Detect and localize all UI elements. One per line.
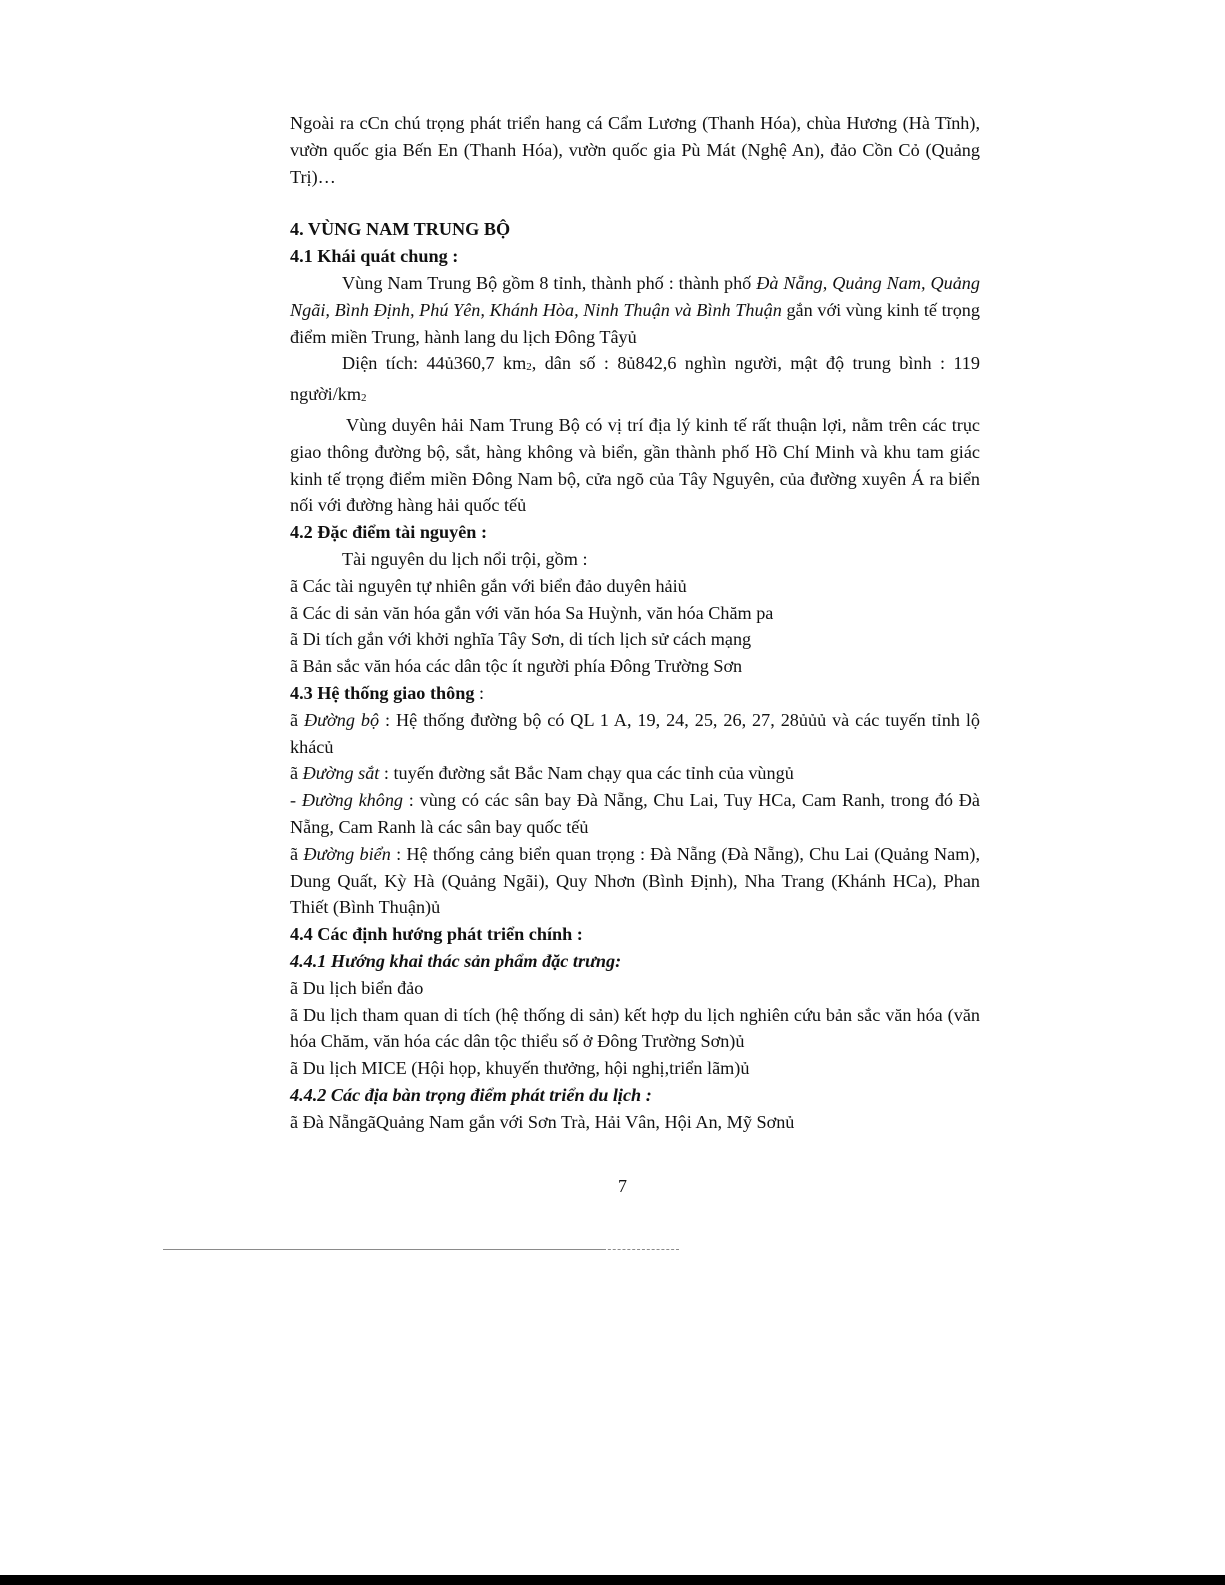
paragraph-area: Diện tích: 44ủ360,7 $km_2$, dân số : 8ủ842,6 nghìn người, mật độ trung bình : 119 người/$km_2$ (290, 353, 980, 405)
list-item: ã Du lịch biển đảo (290, 977, 424, 998)
list-item: ã Du lịch MICE (Hội họp, khuyến thưởng, hội nghị,triển lãm)ủ (290, 1058, 750, 1079)
list-item: ã Du lịch tham quan di tích (hệ thống di sản) kết hợp du lịch nghiên cứu bản sắc văn hóa (văn hóa Chăm, văn hóa các dân tộc thiểu số ở Đông Trường Sơn)ủ (290, 1004, 980, 1052)
heading-4-4-1: 4.4.1 Hướng khai thác sản phẩm đặc trưng: (290, 950, 622, 971)
list-item: ã Các tài nguyên tự nhiên gắn với biển đảo duyên hảiủ (290, 575, 687, 596)
list-item: ã Đà NẵngãQuảng Nam gắn với Sơn Trà, Hải Vân, Hội An, Mỹ Sơnủ (290, 1111, 795, 1132)
list-item: ã Bản sắc văn hóa các dân tộc ít người phía Đông Trường Sơn (290, 656, 743, 677)
bottom-edge (0, 1575, 1225, 1585)
page-number: 7 (618, 1176, 627, 1196)
list-item: ã Di tích gắn với khởi nghĩa Tây Sơn, di tích lịch sử cách mạng (290, 629, 752, 650)
heading-4-4: 4.4 Các định hướng phát triển chính : (290, 924, 583, 945)
heading-4-1: 4.1 Khái quát chung : (290, 246, 459, 267)
paragraph-location: Vùng duyên hải Nam Trung Bộ có vị trí địa lý kinh tế rất thuận lợi, nằm trên các trục giao thông đường bộ, sắt, hàng không và biển, gần thành phố Hồ Chí Minh và khu tam giác kinh tế trọng điểm miền Đông Nam bộ, cửa ngõ của Tây Nguyên, của đường xuyên Á ra biển nối với đường hàng hải quốc tếủ (290, 414, 980, 516)
heading-4-2: 4.2 Đặc điểm tài nguyên : (290, 522, 488, 543)
section-title: 4. VÙNG NAM TRUNG BỘ (290, 219, 511, 240)
sea-item: ã Đường biển : Hệ thống cảng biển quan trọng : Đà Nẵng (Đà Nẵng), Chu Lai (Quảng Nam), Dung Quất, Kỳ Hà (Quảng Ngãi), Quy Nhơn (Bình Định), Nha Trang (Khánh HCa), Phan Thiết (Bình Thuận)ủ (290, 843, 980, 918)
rail-item: ã Đường sắt : tuyến đường sắt Bắc Nam chạy qua các tỉnh của vùngủ (290, 763, 794, 784)
intro-paragraph: Ngoài ra cCn chú trọng phát triển hang cá Cẩm Lương (Thanh Hóa), chùa Hương (Hà Tĩnh), vườn quốc gia Bến En (Thanh Hóa), vườn quốc gia Pù Mát (Nghệ An), đảo Cồn Cỏ (Quảng Trị)… (290, 113, 980, 187)
paragraph-provinces: Vùng Nam Trung Bộ gồm 8 tỉnh, thành phố : thành phố Đà Nẵng, Quảng Nam, Quảng Ngãi, Bình Định, Phú Yên, Khánh Hòa, Ninh Thuận và Bình Thuận gắn với vùng kinh tế trọng điểm miền Trung, hành lang du lịch Đông Tâyủ (290, 272, 980, 347)
resources-intro: Tài nguyên du lịch nổi trội, gồm : (342, 548, 588, 569)
page-divider-dashed (603, 1249, 679, 1250)
air-item: - Đường không : vùng có các sân bay Đà Nẵng, Chu Lai, Tuy HCa, Cam Ranh, trong đó Đà Nẵng, Cam Ranh là các sân bay quốc tếủ (290, 790, 980, 837)
heading-4-3: 4.3 Hệ thống giao thông : (290, 682, 485, 703)
page-content (290, 110, 980, 1135)
list-item: ã Các di sản văn hóa gắn với văn hóa Sa Huỳnh, văn hóa Chăm pa (290, 602, 774, 623)
road-item: ã Đường bộ : Hệ thống đường bộ có QL 1 A, 19, 24, 25, 26, 27, 28ủủủ và các tuyến tỉnh lộ khácủ (290, 709, 980, 757)
page-divider (163, 1249, 603, 1250)
heading-4-4-2: 4.4.2 Các địa bàn trọng điểm phát triển du lịch : (290, 1084, 652, 1105)
